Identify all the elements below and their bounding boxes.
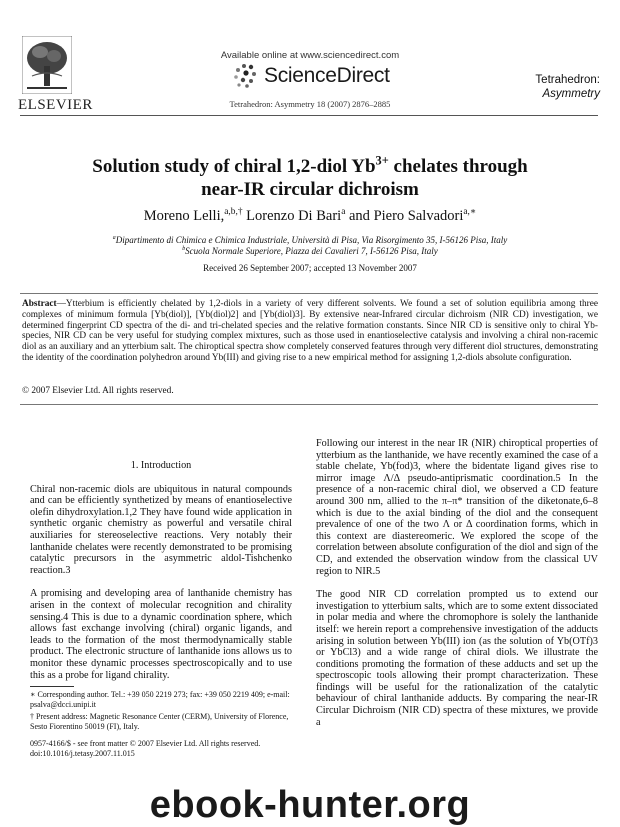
author-3: Piero Salvadori bbox=[373, 208, 464, 224]
title-part2: chelates through bbox=[388, 156, 528, 177]
author-and: and bbox=[349, 208, 370, 224]
abstract-top-rule bbox=[20, 293, 598, 294]
author-1: Moreno Lelli, bbox=[143, 208, 225, 224]
footnote-present-address: † Present address: Magnetic Resonance Center (CERM), University of Florence, Sesto Fiorentino 50019 (FI), Italy. bbox=[30, 712, 289, 731]
journal-title-line2: Asymmetry bbox=[542, 88, 600, 100]
abstract bbox=[22, 299, 598, 364]
affiliation-a bbox=[20, 235, 600, 245]
abstract-copyright: © 2007 Elsevier Ltd. All rights reserved. bbox=[22, 386, 174, 396]
author-list bbox=[20, 208, 600, 225]
watermark: ebook-hunter.org bbox=[149, 784, 471, 826]
available-online-text: Available online at www.sciencedirect.com bbox=[220, 50, 400, 61]
footnotes bbox=[30, 690, 300, 734]
header-divider bbox=[20, 115, 598, 116]
elsevier-tree-logo bbox=[22, 36, 72, 94]
affiliation-a-text: Dipartimento di Chimica e Chimica Industriale, Università di Pisa, Via Risorgimento 35, I-56126 Pisa, Italy bbox=[115, 235, 508, 245]
author-2-marks: a bbox=[341, 207, 346, 218]
publisher-name: ELSEVIER bbox=[18, 97, 93, 113]
author-1-marks: a,b,† bbox=[224, 207, 243, 218]
sciencedirect-logo-text: ScienceDirect bbox=[264, 64, 390, 87]
affiliation-b-text: Scuola Normale Superiore, Piazza dei Cavalieri 7, I-56126 Pisa, Italy bbox=[185, 246, 438, 256]
affiliation-a-mark: a bbox=[112, 235, 116, 241]
intro-paragraph-1: Chiral non-racemic diols are ubiquitous in natural compounds and can be efficiently synthetized by means of enantioselective olefin dihydroxylation.1,2 They have found wide application in synthetic organic chemistry as powerful and versatile chiral auxiliaries for stereoselective reactions. Very notably their lanthanide chelates were recently demonstrated to be promising catalytic precursors in the asymmetric aldol-Tishchenko reaction.3 bbox=[30, 483, 292, 576]
received-dates: Received 26 September 2007; accepted 13 November 2007 bbox=[203, 263, 417, 273]
section-heading-introduction: 1. Introduction bbox=[130, 460, 192, 471]
right-paragraph-1: Following our interest in the near IR (NIR) chiroptical properties of ytterbium as the lanthanide, we have recently examined the case of a stable chelate, Yb(fod)3, where the bidentate ligand gives rise to mirror image Λ/Δ pseudo-antiprismatic coordination.5 In the presence of a non-racemic chiral diol, we observed a CD feature around 300 nm, allied to the π–π* transition of the diketonate,6–8 which is due to the axial binding of the diol and the consequent prevalence of one of the two Λ or Δ coordination forms, which in this context are diastereomeric. We explored the scope of the correlation between absolute configuration of the diol and sign of the CD, and extended the observation window from the classical UV region to NIR.5 bbox=[316, 438, 598, 577]
abstract-bottom-rule bbox=[20, 404, 598, 405]
journal-title bbox=[500, 73, 600, 101]
right-column bbox=[316, 438, 598, 740]
left-column bbox=[30, 460, 292, 693]
doi-line[interactable]: doi:10.1016/j.tetasy.2007.11.015 bbox=[30, 749, 135, 758]
journal-title-line1: Tetrahedron: bbox=[535, 74, 600, 86]
right-paragraph-2: The good NIR CD correlation prompted us to extend our investigation to ytterbium salts, which are to some extent dissociated in polar media and where the chromophore is solely the lanthanide itself: we herein report a comprehensive investigation of the adducts arising in solution between Yb(III) ion (as the solution of Yb(OTf)3 or YbCl3) and a wide range of chiral diols. We illustrate the conditions promoting the formation of these adducts and set up the spectroscopic tools allowing their prompt characterization. These findings will be useful for the rationalization of the catalytic behaviour of chiral lanthanide adducts. By comparing the near-IR Circular Dichroism (NIR CD) spectra of these mixtures, we provide a bbox=[316, 589, 598, 728]
footnote-corresponding: ∗ Corresponding author. Tel.: +39 050 2219 273; fax: +39 050 2219 409; e-mail: psalva@dcci.unipi.it bbox=[30, 690, 290, 709]
affiliation-b bbox=[20, 246, 600, 256]
title-part1: Solution study of chiral 1,2-diol Yb bbox=[92, 156, 376, 177]
affiliation-b-mark: b bbox=[182, 246, 186, 252]
sciencedirect-dots-icon bbox=[230, 63, 260, 89]
intro-paragraph-2: A promising and developing area of lanthanide chemistry has arisen in the context of molecular recognition and chirality sensing.4 This is due to a dynamic coordination sphere, which allows fast exchange involving (chiral) organic ligands, and leads to the formation of the most thermodynamically stable product. The electronic structure of lanthanide ions allows us to monitor these dynamic processes spectroscopically and to use this as a probe for ligand chirality. bbox=[30, 588, 292, 681]
abstract-text: —Ytterbium is efficiently chelated by 1,2-diols in a variety of very different solvents. We found a set of solution equilibria among three complexes of minimum formula [Yb(diol)], [Yb(diol)2] and [Yb(diol)3]. By extensive near-Infrared circular dichroism (NIR CD) investigation, we determined fingerprint CD spectra of the di- and tri-chelated species and the relative formation constants. Since NIR CD is sensitive only to chiral Yb-species, NIR CD can be very useful for studying complex mixtures, such as those used in enantioselective catalysis and involving a chiral non-racemic diol as an auxiliary and an ytterbium salt. The chiroptical spectra show completely conserved features through very different diol structures, demonstrating the identity of the coordination polyhedron around Yb(III) and giving rise to a new empirical method for assigning 1,2-diols absolute configuration. bbox=[22, 299, 598, 363]
front-matter bbox=[30, 739, 300, 759]
title-superscript: 3+ bbox=[375, 153, 389, 168]
author-2: Lorenzo Di Bari bbox=[246, 208, 342, 224]
author-3-marks: a,∗ bbox=[463, 207, 477, 218]
article-title bbox=[20, 155, 600, 201]
citation-line: Tetrahedron: Asymmetry 18 (2007) 2876–2885 bbox=[229, 99, 391, 109]
abstract-label: Abstract bbox=[22, 299, 57, 309]
issn-line: 0957-4166/$ - see front matter © 2007 Elsevier Ltd. All rights reserved. bbox=[30, 739, 261, 748]
title-line2: near-IR circular dichroism bbox=[201, 179, 419, 200]
footnote-rule bbox=[30, 686, 74, 687]
